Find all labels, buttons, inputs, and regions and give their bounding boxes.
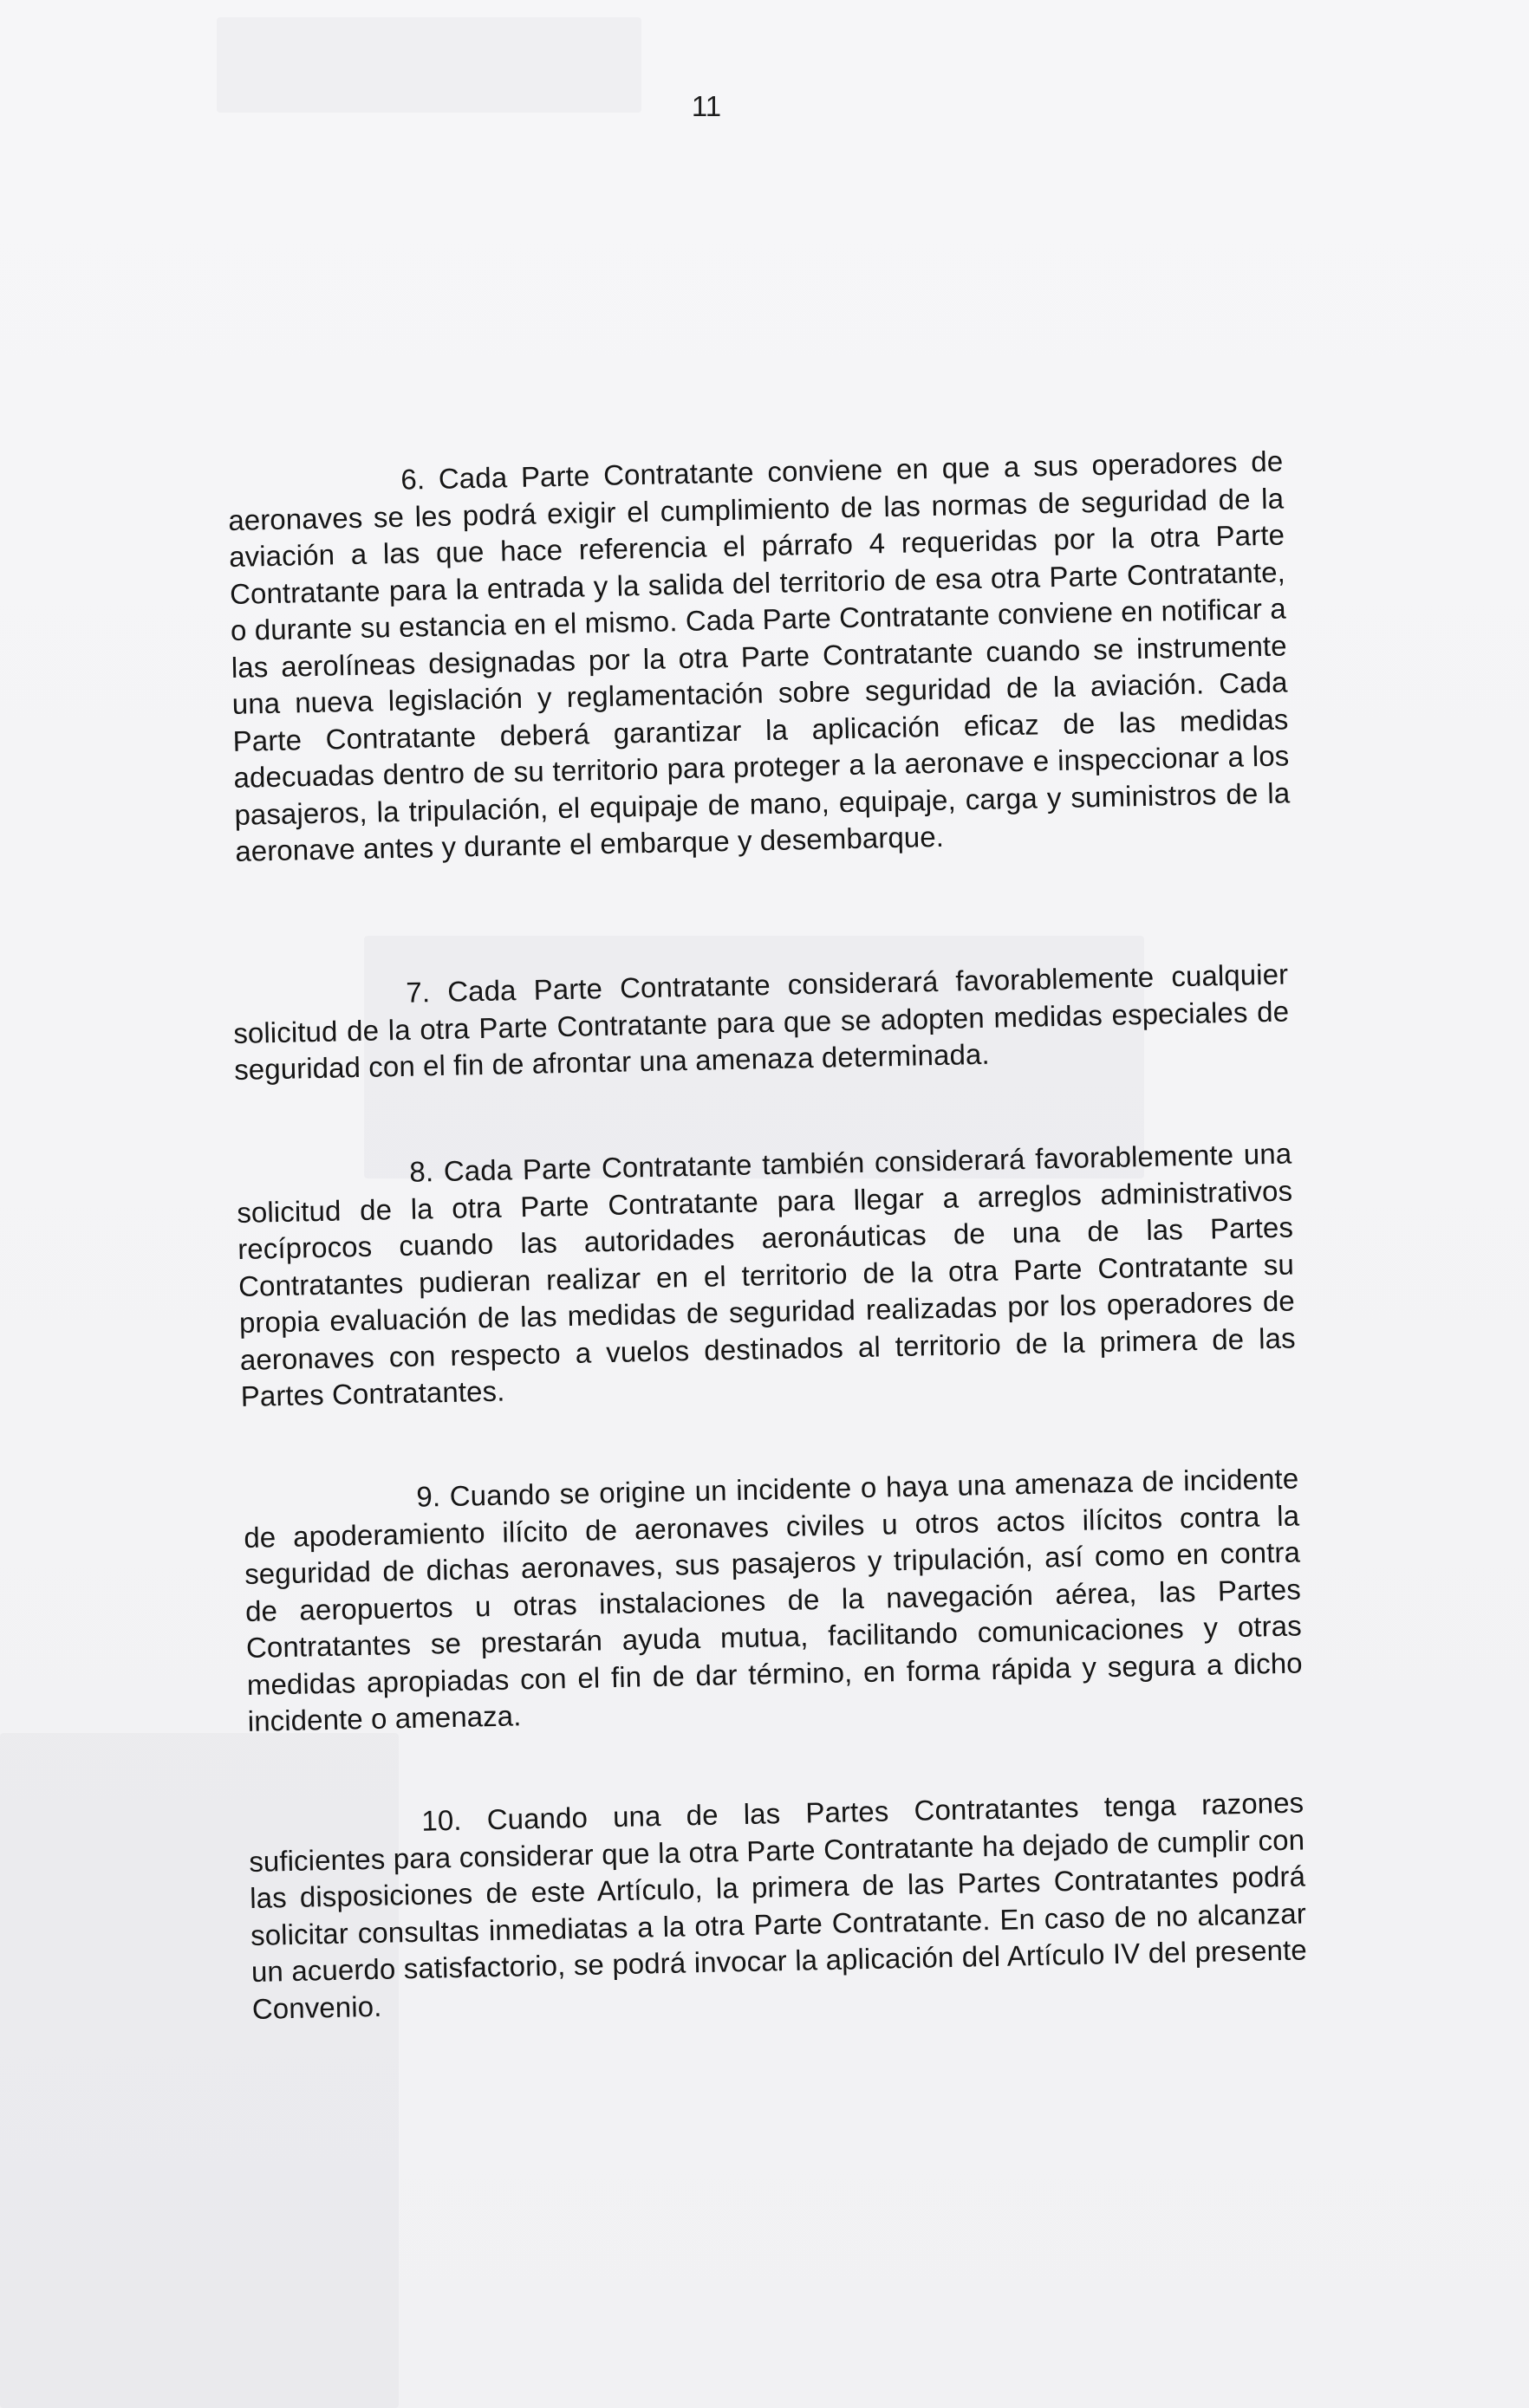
paragraph-8: 8. Cada Parte Contratante también considerará favorablemente una solicitud de la otra Parte Contratante para llegar a arreglos administrativos recíprocos cuando las autoridades aeronáuticas de una de las Partes Contratantes pudieran realizar en el territorio de la otra Parte Contratante su propia evaluación de las medidas de seguridad realizadas por los operadores de aeronaves con respecto a vuelos destinados al territorio de la primera de las Partes Contratantes. <box>236 1137 1296 1412</box>
paragraph-6: 6. Cada Parte Contratante conviene en que a sus operadores de aeronaves se les podrá exigir el cumplimiento de las normas de seguridad de la aviación a las que hace referencia el párrafo 4 requeridas por la otra Parte Contratante para la entrada y la salida del territorio de esa otra Parte Contratante, o durante su estancia en el mismo. Cada Parte Contratante conviene en notificar a las aerolíneas designadas por la otra Parte Contratante cuando se instrumente una nueva legislación y reglamentación sobre seguridad de la aviación. Cada Parte Contratante deberá garantizar la aplicación eficaz de las medidas adecuadas dentro de su territorio para proteger a la aeronave e inspeccionar a los pasajeros, la tripulación, el equipaje de mano, equipaje, carga y suministros de la aeronave antes y durante el embarque y desembarque. <box>227 445 1291 867</box>
paragraph-10: 10. Cuando una de las Partes Contratantes tenga razones suficientes para considerar que la otra Parte Contratante ha dejado de cumplir con las disposiciones de este Artículo, la primera de las Partes Contratantes podrá solicitar consultas inmediatas a la otra Parte Contratante. En caso de no alcanzar un acuerdo satisfactorio, se podrá invocar la aplicación del Artículo IV del presente Convenio. <box>248 1786 1308 2025</box>
paragraph-7: 7. Cada Parte Contratante considerará favorablemente cualquier solicitud de la otra Parte Contratante para que se adopten medidas especiales de seguridad con el fin de afrontar una amenaza determinada. <box>232 957 1290 1086</box>
paragraph-9: 9. Cuando se origine un incidente o haya una amenaza de incidente de apoderamiento ilícito de aeronaves civiles u otros actos ilícitos contra la seguridad de dichas aeronaves, sus pasajeros y tripulación, así como en contra de aeropuertos u otras instalaciones de la navegación aérea, las Partes Contratantes se prestarán ayuda mutua, facilitando comunicaciones y otras medidas apropiadas con el fin de dar término, en forma rápida y segura a dicho incidente o amenaza. <box>243 1462 1303 1737</box>
page-number: 11 <box>691 90 722 122</box>
